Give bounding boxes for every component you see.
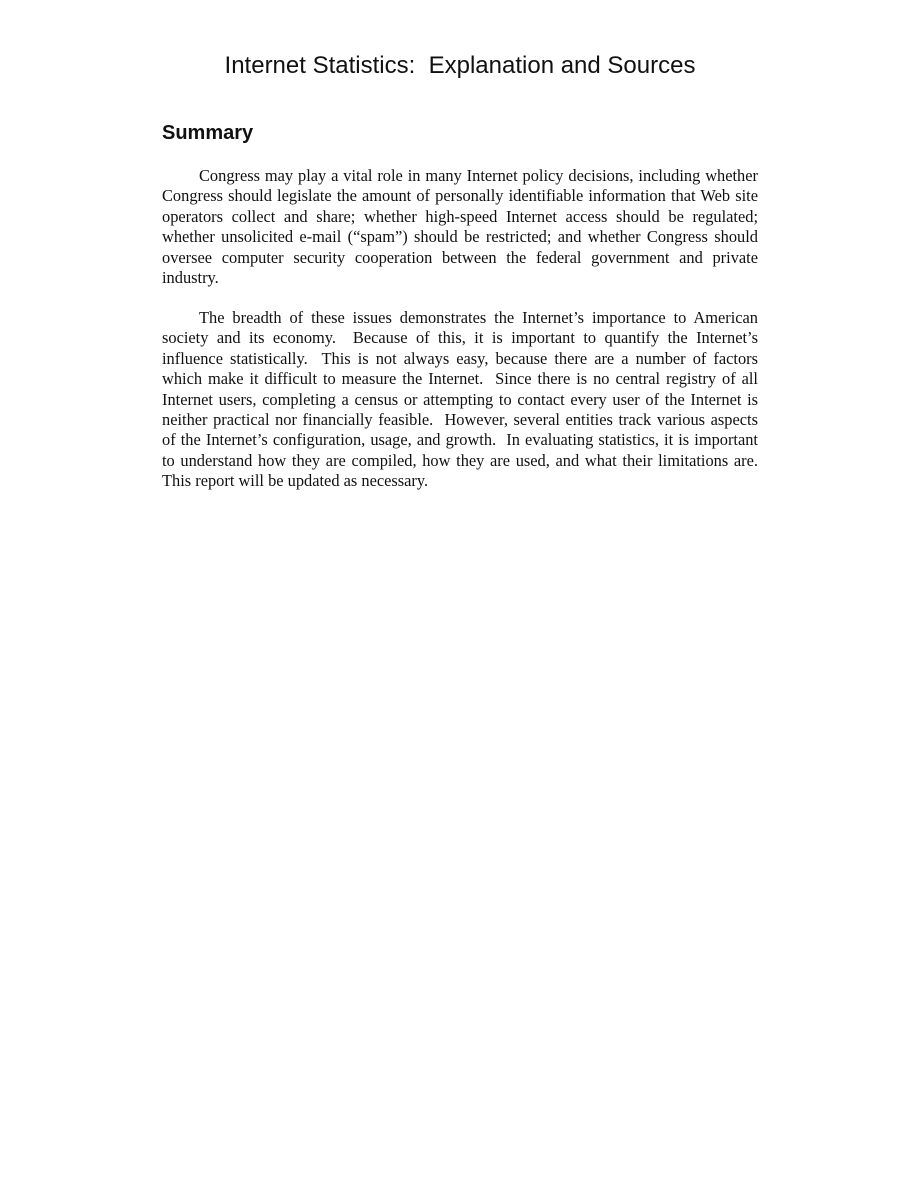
summary-heading: Summary: [162, 122, 254, 144]
summary-paragraph-2: The breadth of these issues demonstrates the Internet’s importance to American society and its economy. Because of this, it is important to quantify the Internet’s influence statistically. This is not always easy, because there are a number of factors which make it difficult to measure the Internet. Since there is no central registry of all Internet users, completing a census or attempting to contact every user of the Internet is neither practical nor financially feasible. However, several entities track various aspects of the Internet’s configuration, usage, and growth. In evaluating statistics, it is important to understand how they are compiled, how they are used, and what their limitations are. This report will be updated as necessary.: [162, 308, 767, 491]
page-title: Internet Statistics: Explanation and Sources: [224, 52, 696, 79]
summary-paragraph-1: Congress may play a vital role in many Internet policy decisions, including whether Congress should legislate the amount of personally identifiable information that Web site operators collect and share; whether high-speed Internet access should be regulated; whether unsolicited e-mail (“spam”) should be restricted; and whether Congress should oversee computer security cooperation between the federal government and private industry.: [162, 166, 767, 288]
